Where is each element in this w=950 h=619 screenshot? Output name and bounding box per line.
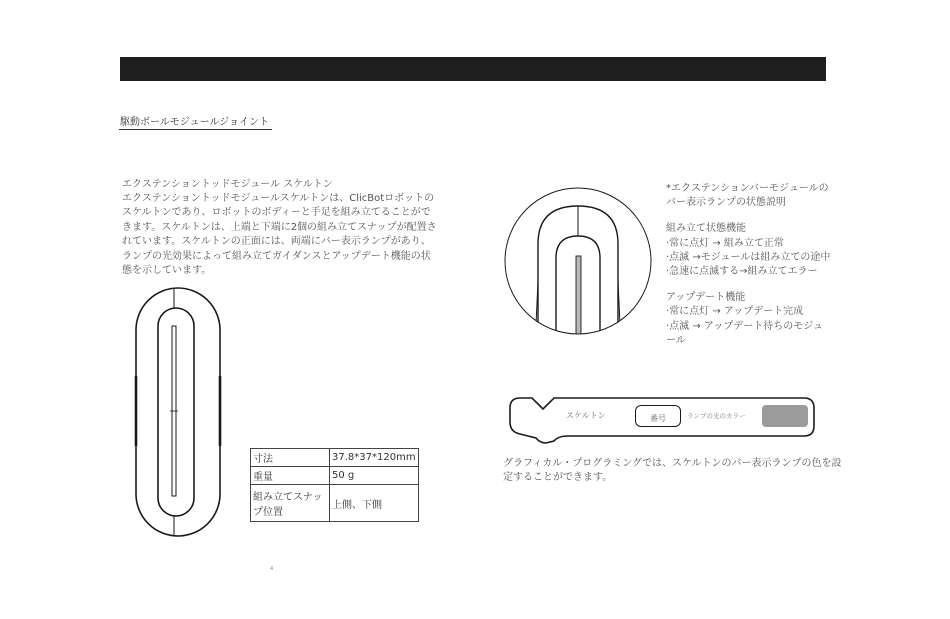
spec-label: 重量 <box>251 467 330 485</box>
number-label: 番号 <box>650 414 666 423</box>
update-heading: アップデート機能 <box>666 292 746 304</box>
list-item: ·常に点灯 → 組み立て正常 <box>666 237 784 249</box>
table-row <box>251 485 419 522</box>
list-item: ·点滅 →モジュールは組み立ての途中 <box>666 251 831 263</box>
section-title-underline <box>119 129 272 130</box>
description-heading: エクステンショントッドモジュール スケルトン <box>122 179 333 190</box>
lamp-color-swatch[interactable] <box>762 405 808 427</box>
spec-value: 上側、下側 <box>330 485 419 522</box>
number-slot[interactable] <box>635 405 681 427</box>
skeleton-module-illustration <box>130 286 226 540</box>
spec-label: 組み立てスナップ位置 <box>251 485 330 522</box>
assembly-heading: 組み立て状態機能 <box>666 223 746 235</box>
spec-label: 寸法 <box>251 449 330 467</box>
lamp-state-explanation <box>666 182 831 348</box>
table-row <box>251 449 419 467</box>
spec-value: 50 g <box>330 467 419 485</box>
header-bar <box>120 57 826 81</box>
description-body: エクステンショントッドモジュールスケルトンは、ClicBotロボットのスケルトンであり、ロボットのボディーと手足を組み立てることができます。スケルトンは、上端と下端に2個の組み立てスナップが配置されています。スケルトンの正面には、両端にバー表示ランプがあり、ランプの光効果によって組み立てガイダンスとアップデート機能の状態を示しています。 <box>122 193 437 277</box>
color-label: ランプの光のカラー <box>687 412 746 420</box>
bottom-caption: グラフィカル・プログラミングでは、スケルトンのバー表示ランプの色を設定することができます。 <box>503 458 842 484</box>
list-item: ·点滅 → アップデート待ちのモジュール <box>666 320 824 346</box>
lamp-detail-illustration <box>503 186 653 336</box>
spec-table <box>250 448 419 522</box>
module-label: スケルトン <box>566 411 606 420</box>
page-marker: 4 <box>270 566 274 572</box>
lamp-title: *エクステンションバーモジュールのバー表示ランプの状態説明 <box>666 183 829 209</box>
list-item: ·急速に点滅する→組み立てエラー <box>666 266 818 278</box>
table-row <box>251 467 419 485</box>
section-title: 駆動ボールモジュールジョイント <box>120 117 269 128</box>
spec-value: 37.8*37*120mm <box>330 449 419 467</box>
list-item: ·常に点灯 → アップデート完成 <box>666 306 804 318</box>
